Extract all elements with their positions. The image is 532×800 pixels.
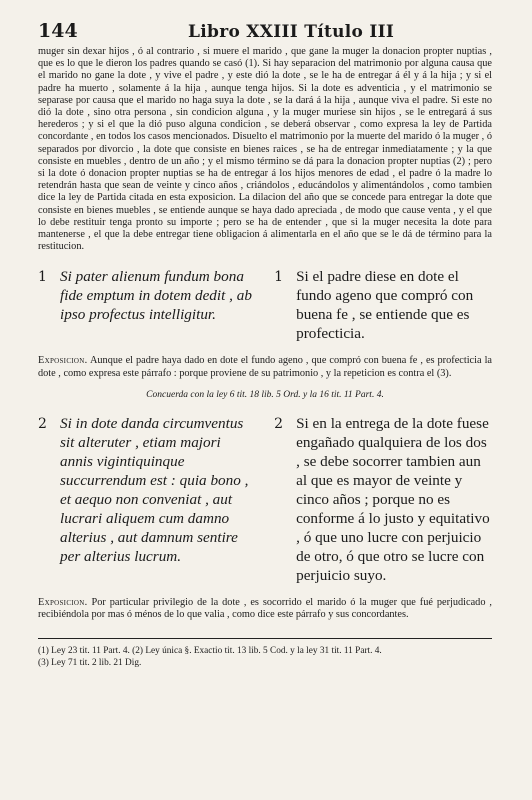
- law-1-columns: [38, 267, 492, 343]
- concordance-line: Concuerda con la ley 6 tit. 18 lib. 5 Ord. y la 16 tit. 11 Part. 4.: [146, 390, 384, 401]
- law-1-latin-text: Si pater alienum fundum bona fide emptum in dotem dedit , ab ipso profectus intelligitur.: [60, 268, 252, 324]
- footnote-line-1: (1) Ley 23 tit. 11 Part. 4. (2) Ley única §. Exactio tit. 13 lib. 5 Cod. y la ley 31 tit. 11 Part. 4.: [38, 645, 382, 656]
- law-2-columns: [38, 414, 492, 585]
- exposition-2-text: Por particular privilegio de la dote , es socorrido el marido ó la muger que fué perjudicado , recibiéndola por mas ó ménos de lo que valia , como dice este párrafo y sus concordantes.: [38, 597, 492, 621]
- law-2-spanish-text: Si en la entrega de la dote fuese engañado qualquiera de los dos , se debe socorrer tambien aun al que es mayor de veinte y cinco años ; porque no es conforme á lo justo y equitativo , ó que uno lucre con perjuicio de otro, ó que otro se lucre con perjuicio suyo.: [296, 415, 490, 585]
- intro-paragraph: muger sin dexar hijos , ó al contrario , si muere el marido , que gane la muger la donacion propter nuptias , que es lo que le dieron los padres quando se casó (1). Si hay separacion del matrimonio por alguna causa que el marido no gane la dote , y vive el padre , y este dió la dote , se le ha de entregar á él y á la hija ; y si el padre ha muerto , solamente á la hija , aunque tenga hijos. Si la dote es adventicia , y el matrimonio se separase por causa que el marido no haga suya la dote , se la dará á la hija , aunque viva el padre. Si este no dió la dote , sino otra persona , sin condicion alguna , y la muger muriese sin hijos , se le entregará á sus herederos ; y si el que la dió puso alguna condicion , se deberá observar , como expresa la ley de Partida concordante , en todos los casos mencionados. Disuelto el matrimonio por la muerte del marido ó la muger , ó separados por divorcio , la dote que consiste en bienes raices , se ha de entregar inmediatamente ; y la que consiste en muebles , dentro de un año ; y el mismo término se dá para la donacion propter nuptias (2) ; pero si la dote ó donacion propter nuptias se ha de entregar á los hijos menores de edad , el padre ó la madre lo retendrán hasta que sean de veinte y cinco años , criándolos , educándolos y alimentándolos , como tambien dice la ley de Partida citada en esta exposicion. La dilacion del año que se concede para entregar la dote que consiste en bienes muebles , se entiende aunque se haya dado apreciada , de modo que cause venta , y el que lo debe restituir tenga pronto su importe ; pero se ha de entender , que si la muger necesita la dote para mantenerse , el que la debe entregar tiene obligacion á alimentarla en el año que se le dá de término para la restitucion.: [38, 46, 492, 253]
- law-2-latin-text: Si in dote danda circumventus sit alteruter , etiam majori annis vigintiquinque succurrendum est : quia bono , et aequo non conveniat , aut lucrari aliquem cum damno alterius , aut damnum sentire per alterius lucrum.: [60, 415, 249, 566]
- exposition-1-label: Exposicion.: [38, 355, 88, 367]
- law-2-latin-column: [38, 414, 256, 585]
- page-number: 144: [38, 20, 78, 42]
- law-1-latin-column: [38, 267, 256, 343]
- running-title: Libro XXIII Título III: [188, 22, 395, 42]
- law-2-number-spanish: 2: [274, 416, 284, 433]
- exposition-1-text: Aunque el padre haya dado en dote el fundo ageno , que compró con buena fe , es profecticia la dote , como expresa este párrafo : porque proviene de su patrimonio , y la repeticion es contra el (3).: [38, 355, 492, 379]
- exposition-1: [38, 355, 492, 379]
- law-2-number: 2: [38, 416, 47, 433]
- page-header: [38, 20, 492, 46]
- law-2-spanish-column: [274, 414, 492, 585]
- law-1-number-spanish: 1: [274, 269, 284, 286]
- exposition-2: [38, 597, 492, 621]
- law-1-spanish-text: Si el padre diese en dote el fundo ageno que compró con buena fe , se entiende que es profecticia.: [296, 268, 474, 343]
- exposition-2-label: Exposicion.: [38, 597, 88, 609]
- law-1-spanish-column: [274, 267, 492, 343]
- law-1-number: 1: [38, 269, 47, 286]
- footnote-line-2: (3) Ley 71 tit. 2 lib. 21 Dig.: [38, 657, 142, 668]
- footnote-rule: [38, 638, 492, 639]
